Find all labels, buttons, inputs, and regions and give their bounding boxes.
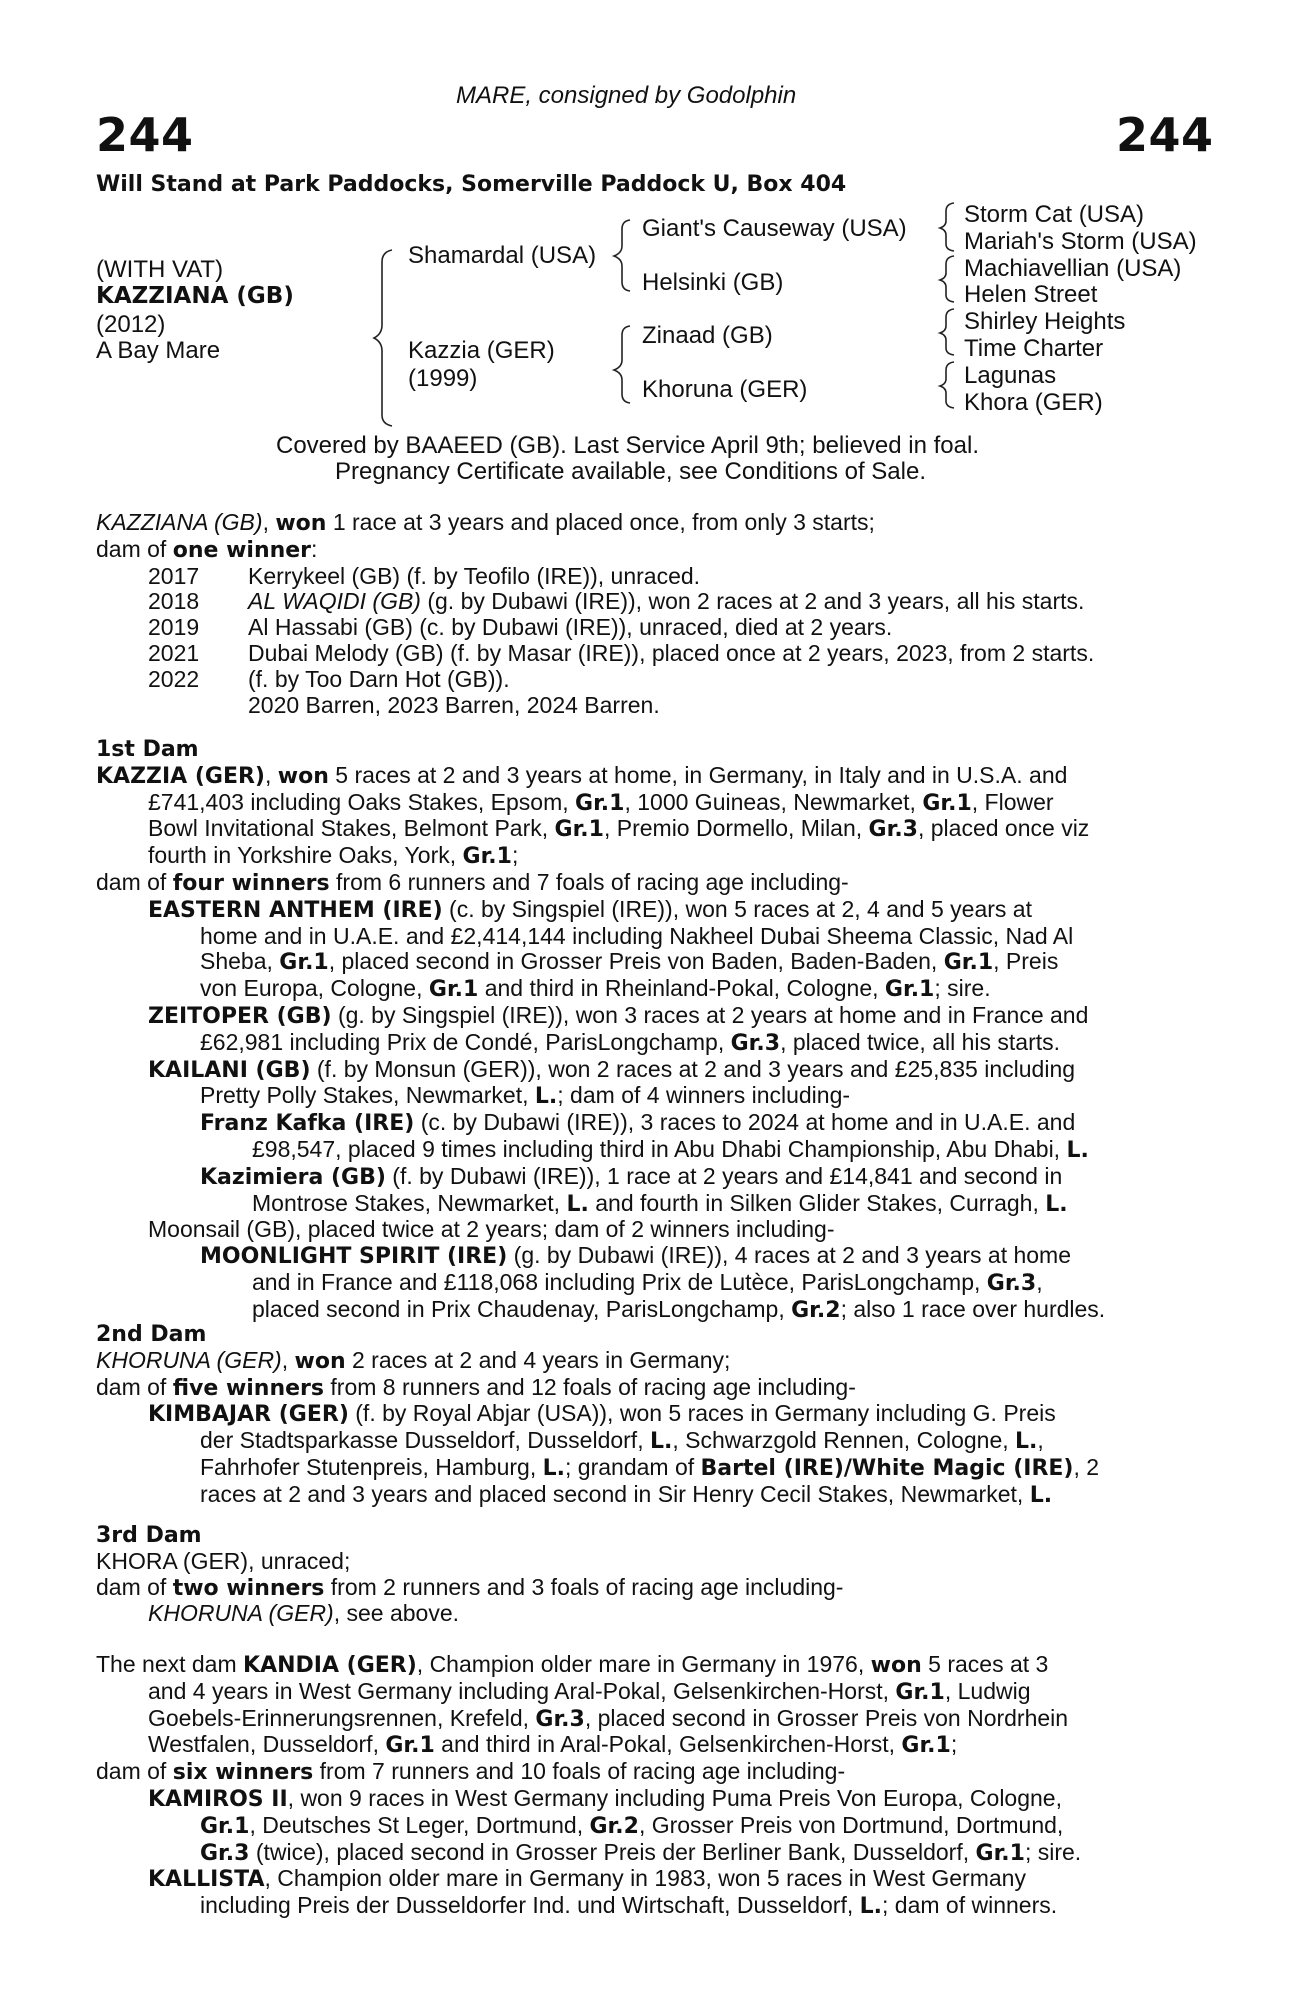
text-run: dam of <box>96 1573 173 1600</box>
text-run: 2019 <box>148 614 200 641</box>
text-run: L. <box>566 1191 589 1217</box>
text-run: : <box>311 535 318 562</box>
text-run: placed second in Prix Chaudenay, ParisLongchamp, <box>252 1295 792 1322</box>
text-run: Gr.1 <box>554 817 604 843</box>
text-run: ; sire. <box>934 975 991 1002</box>
text-run: from 6 runners and 7 foals of racing age including- <box>329 868 849 895</box>
pedigree-dam-year: (1999) <box>408 365 478 392</box>
text-line <box>96 1652 1204 1679</box>
text-run: KAILANI (GB) <box>148 1057 311 1083</box>
text-run: , Preis <box>993 948 1059 975</box>
text-run: 2022 <box>148 665 200 692</box>
first-dam-section <box>96 737 1204 1324</box>
text-run: Gr.1 <box>462 844 512 870</box>
text-run: and 4 years in West Germany including Aral-Pokal, Gelsenkirchen-Horst, <box>148 1677 896 1704</box>
text-run: (f. by Monsun (GER)), won 2 races at 2 and 3 years and £25,835 including <box>310 1055 1076 1082</box>
text-run: KALLISTA <box>148 1867 265 1893</box>
text-line <box>96 949 1204 976</box>
text-run: , placed twice, all his starts. <box>780 1028 1061 1055</box>
text-run: dam of <box>96 1373 173 1400</box>
text-run: and third in Aral-Pokal, Gelsenkirchen-Horst, <box>434 1731 902 1758</box>
text-run: fourth in Yorkshire Oaks, York, <box>148 842 463 869</box>
pedigree-dam-dam: Khoruna (GER) <box>642 376 808 403</box>
text-run: , Premio Dormello, Milan, <box>603 815 869 842</box>
text-line <box>96 1164 1204 1191</box>
barren-years: 2020 Barren, 2023 Barren, 2024 Barren. <box>248 691 660 718</box>
second-dam-title: 2nd Dam <box>96 1322 207 1347</box>
text-run: (twice), placed second in Grosser Preis der Berliner Bank, Dusseldorf, <box>249 1838 976 1865</box>
text-line <box>96 1003 1204 1030</box>
text-run: £98,547, placed 9 times including third in Abu Dhabi Championship, Abu Dhabi, <box>252 1135 1067 1162</box>
pregnancy-line: Pregnancy Certificate available, see Conditions of Sale. <box>335 458 926 485</box>
text-line <box>96 1549 1204 1575</box>
text-run: , Deutsches St Leger, Dortmund, <box>249 1811 590 1838</box>
text-line <box>96 1786 1204 1813</box>
text-line <box>96 1455 1204 1482</box>
text-run: Gr.1 <box>895 1679 945 1705</box>
text-line <box>96 1270 1204 1297</box>
text-run: ; <box>511 842 519 869</box>
text-run: , placed second in Grosser Preis von Nordrhein <box>584 1704 1069 1731</box>
sire-brace <box>614 220 630 291</box>
text-run: Fahrhofer Stutenpreis, Hamburg, <box>200 1453 543 1480</box>
text-run: Gr.3 <box>986 1270 1037 1296</box>
text-run: The next dam <box>96 1651 244 1677</box>
pedigree-ssd: Mariah's Storm (USA) <box>964 228 1197 255</box>
text-line <box>96 1759 1204 1786</box>
text-run: Westfalen, Dusseldorf, <box>148 1731 386 1758</box>
horse-name: KAZZIANA (GB) <box>96 283 294 309</box>
text-run: , Schwarzgold Rennen, Cologne, <box>672 1427 1016 1454</box>
text-run: from 7 runners and 10 foals of racing age including- <box>313 1758 846 1785</box>
text-run: Bartel (IRE)/White Magic (IRE) <box>700 1455 1074 1481</box>
text-line <box>96 1706 1204 1733</box>
text-run: Gr.1 <box>975 1840 1025 1866</box>
second-dam-section <box>96 1322 1204 1509</box>
text-line <box>96 1893 1204 1920</box>
text-run: six winners <box>172 1760 314 1786</box>
text-run: Montrose Stakes, Newmarket, <box>252 1189 567 1216</box>
text-run: (f. by Dubawi (IRE)), 1 race at 2 years and £14,841 and second in <box>385 1162 1063 1189</box>
text-run: , Champion older mare in Germany in 1976, <box>416 1651 871 1677</box>
text-run: KANDIA (GER) <box>243 1653 417 1678</box>
text-run: Gr.1 <box>279 950 329 976</box>
pedigree-dds: Lagunas <box>964 362 1057 389</box>
text-run: Gr.3 <box>535 1706 585 1732</box>
text-run: Bowl Invitational Stakes, Belmont Park, <box>148 815 555 842</box>
text-run: and third in Rheinland-Pokal, Cologne, <box>478 975 885 1002</box>
text-run: , placed second in Grosser Preis von Baden, Baden-Baden, <box>328 948 944 975</box>
text-run: 2 races at 2 and 4 years in Germany; <box>345 1346 731 1373</box>
pedigree-sire-dam: Helsinki (GB) <box>642 269 784 296</box>
text-line <box>96 763 1204 790</box>
text-line <box>96 816 1204 843</box>
text-line <box>96 1348 1204 1375</box>
text-run: Gr.1 <box>428 977 479 1003</box>
text-run: ; dam of 4 winners including- <box>557 1082 851 1109</box>
text-run: £62,981 including Prix de Condé, ParisLongchamp, <box>200 1028 731 1055</box>
text-run: 5 races at 2 and 3 years at home, in Germany, in Italy and in U.S.A. and <box>328 761 1068 788</box>
text-run: , 1000 Guineas, Newmarket, <box>624 788 923 815</box>
text-run: ; also 1 race over hurdles. <box>840 1295 1106 1322</box>
text-run: MOONLIGHT SPIRIT (IRE) <box>200 1244 508 1270</box>
pedigree-sds: Machiavellian (USA) <box>964 255 1182 282</box>
text-run: KAZZIA (GER) <box>96 763 265 789</box>
main-brace <box>374 250 392 426</box>
text-run: , won 9 races in West Germany including Puma Preis Von Europa, Cologne, <box>287 1784 1062 1811</box>
text-run: Al Hassabi (GB) (c. by Dubawi (IRE)), unraced, died at 2 years. <box>248 614 893 641</box>
gs-brace-1 <box>940 203 954 251</box>
text-run: Sheba, <box>200 948 280 975</box>
text-run: ; sire. <box>1024 1838 1082 1865</box>
text-line <box>96 1375 1204 1402</box>
text-run: Kerrykeel (GB) (f. by Teofilo (IRE)), unraced. <box>248 562 701 589</box>
text-run: von Europa, Cologne, <box>200 975 429 1002</box>
pedigree-dam: Kazzia (GER) <box>408 337 555 364</box>
text-run: one winner <box>172 537 312 563</box>
text-run: (c. by Dubawi (IRE)), 3 races to 2024 at home and in U.A.E. and <box>414 1109 1076 1136</box>
text-run: AL WAQIDI (GB) <box>248 588 421 615</box>
text-run: , Grosser Preis von Dortmund, Dortmund, <box>638 1811 1064 1838</box>
foal-row <box>96 667 1204 693</box>
text-run: Gr.3 <box>730 1030 781 1056</box>
text-line <box>96 537 1204 564</box>
text-run: Kazimiera (GB) <box>200 1164 386 1190</box>
text-line <box>96 1057 1204 1084</box>
text-run: from 8 runners and 12 foals of racing age including- <box>324 1373 856 1400</box>
text-run: KIMBAJAR (GER) <box>148 1402 349 1428</box>
text-line <box>96 1813 1204 1840</box>
text-run: Gr.1 <box>884 977 935 1003</box>
third-dam-section <box>96 1523 1204 1627</box>
text-run: and fourth in Silken Glider Stakes, Curragh, <box>588 1189 1046 1216</box>
text-run: Dubai Melody (GB) (f. by Masar (IRE)), placed once at 2 years, 2023, from 2 starts. <box>248 639 1095 666</box>
text-run: Gr.2 <box>791 1297 841 1323</box>
text-line <box>96 976 1204 1003</box>
text-run: Gr.1 <box>943 950 994 976</box>
next-dam-section <box>96 1652 1204 1920</box>
text-line <box>96 1191 1204 1218</box>
consignor-line: MARE, consigned by Godolphin <box>456 82 797 109</box>
text-line <box>96 843 1204 870</box>
text-line <box>96 1866 1204 1893</box>
text-run: races at 2 and 3 years and placed second in Sir Henry Cecil Stakes, Newmarket, <box>200 1480 1030 1507</box>
text-run: Goebels-Erinnerungsrennen, Krefeld, <box>148 1704 536 1731</box>
text-run: , <box>1036 1268 1043 1295</box>
text-line <box>96 924 1204 950</box>
pedigree-sss: Storm Cat (USA) <box>964 201 1145 228</box>
text-run: from 2 runners and 3 foals of racing age including- <box>324 1573 844 1600</box>
text-run: Franz Kafka (IRE) <box>200 1111 415 1137</box>
text-line <box>96 1243 1204 1270</box>
text-run: L. <box>534 1084 558 1110</box>
text-run: 1 race at 3 years and placed once, from only 3 starts; <box>326 509 875 535</box>
mare-name: KAZZIANA (GB) <box>96 509 263 535</box>
pedigree-dam-sire: Zinaad (GB) <box>642 322 773 349</box>
text-run: Pretty Polly Stakes, Newmarket, <box>200 1082 535 1109</box>
text-line <box>96 1679 1204 1706</box>
pedigree-dss: Shirley Heights <box>964 308 1126 335</box>
text-run: 5 races at 3 <box>921 1651 1049 1677</box>
text-run: L. <box>859 1894 883 1920</box>
text-run: (g. by Dubawi (IRE)), 4 races at 2 and 3 years at home <box>507 1242 1072 1269</box>
text-run: L. <box>1045 1191 1068 1217</box>
text-run: Gr.2 <box>589 1813 639 1839</box>
foal-row <box>96 615 1204 641</box>
text-run: Moonsail (GB), placed twice at 2 years; dam of 2 winners including- <box>148 1216 835 1243</box>
text-line <box>96 790 1204 817</box>
first-dam-title: 1st Dam <box>96 737 199 762</box>
mare-record <box>96 510 1204 718</box>
text-run: , Flower <box>971 788 1054 815</box>
text-run: , 2 <box>1073 1453 1100 1480</box>
pedigree-sire: Shamardal (USA) <box>408 242 597 269</box>
text-run: der Stadtsparkasse Dusseldorf, Dusseldorf, <box>200 1427 650 1454</box>
third-dam-title: 3rd Dam <box>96 1523 202 1548</box>
text-run: Gr.1 <box>200 1813 250 1839</box>
text-run: 2018 <box>148 588 200 615</box>
text-run: and in France and £118,068 including Prix de Lutèce, ParisLongchamp, <box>252 1268 987 1295</box>
text-line <box>96 1732 1204 1759</box>
text-run: (f. by Royal Abjar (USA)), won 5 races in Germany including G. Preis <box>348 1400 1056 1427</box>
text-run: ; dam of winners. <box>882 1892 1058 1919</box>
text-line <box>96 1428 1204 1455</box>
text-run: , Ludwig <box>944 1677 1031 1704</box>
text-run: , placed once viz <box>917 815 1090 842</box>
text-run: won <box>275 511 327 536</box>
text-run: (g. by Dubawi (IRE)), won 2 races at 2 and 3 years, all his starts. <box>420 588 1085 615</box>
text-run: dam of <box>96 1758 173 1785</box>
text-run: (f. by Too Darn Hot (GB)). <box>248 665 510 692</box>
text-run: L. <box>1015 1429 1038 1455</box>
text-run: L. <box>1029 1482 1053 1508</box>
text-run: ; grandam of <box>565 1453 701 1480</box>
text-run: won <box>870 1653 922 1678</box>
text-run: , Champion older mare in Germany in 1983, won 5 races in West Germany <box>264 1865 1026 1892</box>
text-run: L. <box>649 1429 673 1455</box>
vat-note: (WITH VAT) <box>96 256 224 283</box>
text-run: ; <box>950 1731 958 1758</box>
text-run: four winners <box>172 870 330 896</box>
text-run: EASTERN ANTHEM (IRE) <box>148 897 443 923</box>
text-run: , see above. <box>333 1600 460 1627</box>
text-run: Gr.1 <box>575 790 625 816</box>
lot-number-right: 244 <box>1116 108 1214 162</box>
text-run: 2021 <box>148 639 200 666</box>
text-line <box>96 1110 1204 1137</box>
text-line <box>96 1137 1204 1164</box>
text-line <box>96 1030 1204 1057</box>
text-line <box>96 897 1204 924</box>
text-run: including Preis der Dusseldorfer Ind. und Wirtschaft, Dusseldorf, <box>200 1892 860 1919</box>
pedigree-dsd: Time Charter <box>964 335 1104 362</box>
text-run: won <box>294 1348 346 1374</box>
foal-row <box>96 564 1204 590</box>
stand-location: Will Stand at Park Paddocks, Somerville Paddock U, Box 404 <box>96 172 847 197</box>
text-run: KHORA (GER), unraced; <box>96 1547 351 1574</box>
gs-brace-4 <box>940 362 954 408</box>
text-line <box>96 870 1204 897</box>
covered-line: Covered by BAAEED (GB). Last Service April 9th; believed in foal. <box>276 432 979 459</box>
text-line <box>96 510 1204 537</box>
text-line <box>96 1575 1204 1602</box>
pedigree-ddd: Khora (GER) <box>964 389 1103 416</box>
foal-row <box>96 589 1204 615</box>
horse-description: A Bay Mare <box>96 337 221 364</box>
text-line <box>96 1840 1204 1867</box>
text-run: (g. by Singspiel (IRE)), won 3 races at 2 years at home and in France and <box>331 1001 1089 1028</box>
text-run: , <box>265 761 278 788</box>
text-run: won <box>277 763 329 789</box>
text-run: (c. by Singspiel (IRE)), won 5 races at 2, 4 and 5 years at <box>442 895 1032 922</box>
pedigree-sdd: Helen Street <box>964 281 1098 308</box>
text-run: home and in U.A.E. and £2,414,144 including Nakheel Dubai Sheema Classic, Nad Al <box>200 922 1074 949</box>
text-run: Gr.1 <box>901 1733 951 1759</box>
text-line <box>96 1601 1204 1627</box>
text-run: Gr.3 <box>200 1840 250 1866</box>
text-line <box>96 1217 1204 1243</box>
gs-brace-2 <box>940 256 954 302</box>
text-run: Gr.1 <box>385 1733 435 1759</box>
text-run: KHORUNA (GER) <box>148 1600 334 1627</box>
dam-brace <box>614 326 630 403</box>
text-run: dam of <box>96 535 173 562</box>
text-run: , <box>281 1346 295 1373</box>
foal-row <box>96 641 1204 667</box>
gs-brace-3 <box>940 309 954 355</box>
lot-number-left: 244 <box>96 108 194 162</box>
text-run: five winners <box>172 1375 325 1401</box>
text-run: L. <box>1066 1137 1089 1163</box>
text-run: , <box>1037 1427 1044 1454</box>
text-line <box>96 1482 1204 1509</box>
text-run: Gr.3 <box>868 817 918 843</box>
text-run: £741,403 including Oaks Stakes, Epsom, <box>148 788 576 815</box>
text-run: , <box>262 509 276 535</box>
text-run: KAMIROS II <box>148 1786 288 1812</box>
horse-year: (2012) <box>96 311 166 338</box>
text-run: 2017 <box>148 562 200 589</box>
text-line <box>96 1297 1204 1324</box>
text-run: KHORUNA (GER) <box>96 1346 282 1373</box>
text-run: Gr.1 <box>922 790 972 816</box>
text-run: L. <box>542 1455 565 1481</box>
text-line <box>96 1083 1204 1110</box>
text-run: two winners <box>172 1575 325 1601</box>
text-run: ZEITOPER (GB) <box>148 1003 332 1029</box>
pedigree-sire-sire: Giant's Causeway (USA) <box>642 215 907 242</box>
text-run: dam of <box>96 868 173 895</box>
text-line <box>96 1401 1204 1428</box>
